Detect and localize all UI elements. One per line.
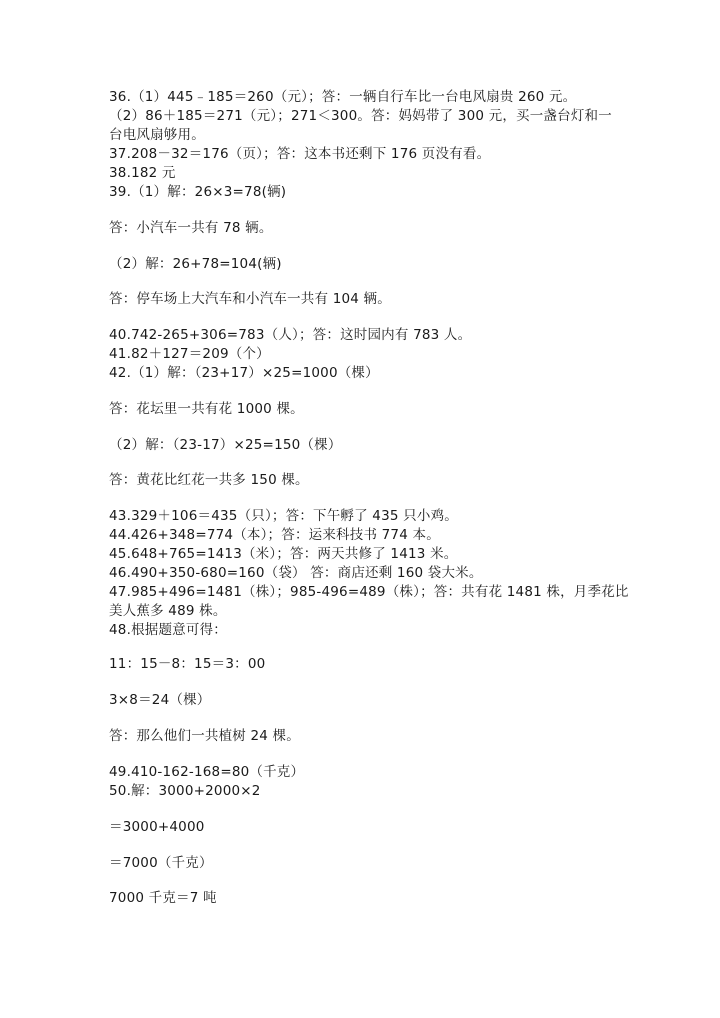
- answer-36-part2-cont: 台电风扇够用。: [109, 127, 205, 143]
- answer-48-reply: 答：那么他们一共植树 24 棵。: [109, 728, 300, 744]
- answer-50-step3: ＝7000（千克）: [109, 855, 213, 871]
- answer-39-part2-reply: 答：停车场上大汽车和小汽车一共有 104 辆。: [109, 291, 391, 307]
- answer-50-line: 50.解：3000+2000×2: [109, 783, 261, 799]
- answer-40-line: 40.742-265+306=783（人）；答：这时园内有 783 人。: [109, 327, 472, 343]
- answer-37-line: 37.208－32＝176（页）；答：这本书还剩下 176 页没有看。: [109, 146, 491, 162]
- answer-45-line: 45.648+765=1413（米）；答：两天共修了 1413 米。: [109, 546, 458, 562]
- answer-36-part2-line: （2）86＋185＝271（元）；271＜300。答：妈妈带了 300 元，买一盏台灯和一: [109, 108, 612, 124]
- answer-48-line: 48.根据题意可得：: [109, 622, 227, 638]
- answer-39-part2-line: （2）解：26+78=104(辆): [109, 256, 282, 272]
- answer-46-line: 46.490+350-680=160（袋） 答：商店还剩 160 袋大米。: [109, 565, 483, 581]
- answer-42-part1-reply: 答：花坛里一共有花 1000 棵。: [109, 401, 304, 417]
- answer-38-line: 38.182 元: [109, 165, 176, 181]
- answer-48-tree-calc: 3×8＝24（棵）: [109, 692, 211, 708]
- answer-42-part1-line: 42.（1）解：（23+17）×25=1000（棵）: [109, 365, 379, 381]
- answer-47-line: 47.985+496=1481（株）；985-496=489（株）；答：共有花 1481 株，月季花比: [109, 584, 629, 600]
- answer-50-conversion: 7000 千克＝7 吨: [109, 890, 217, 906]
- answer-36-part1-line: 36.（1）445﹣185＝260（元）；答：一辆自行车比一台电风扇贵 260 元。: [109, 89, 577, 105]
- answer-39-part1-line: 39.（1）解：26×3=78(辆): [109, 184, 287, 200]
- answer-41-line: 41.82＋127＝209（个）: [109, 346, 270, 362]
- answer-39-part1-reply: 答：小汽车一共有 78 辆。: [109, 220, 273, 236]
- answer-50-step2: ＝3000+4000: [109, 819, 205, 835]
- answer-47-cont: 美人蕉多 489 株。: [109, 603, 227, 619]
- answer-42-part2-reply: 答：黄花比红花一共多 150 棵。: [109, 472, 309, 488]
- answer-43-line: 43.329＋106＝435（只）；答：下午孵了 435 只小鸡。: [109, 508, 458, 524]
- answer-48-time-calc: 11：15－8：15＝3：00: [109, 656, 266, 672]
- answer-49-line: 49.410-162-168=80（千克）: [109, 764, 305, 780]
- answer-42-part2-line: （2）解：（23-17）×25=150（棵）: [109, 437, 342, 453]
- answer-44-line: 44.426+348=774（本）；答：运来科技书 774 本。: [109, 527, 440, 543]
